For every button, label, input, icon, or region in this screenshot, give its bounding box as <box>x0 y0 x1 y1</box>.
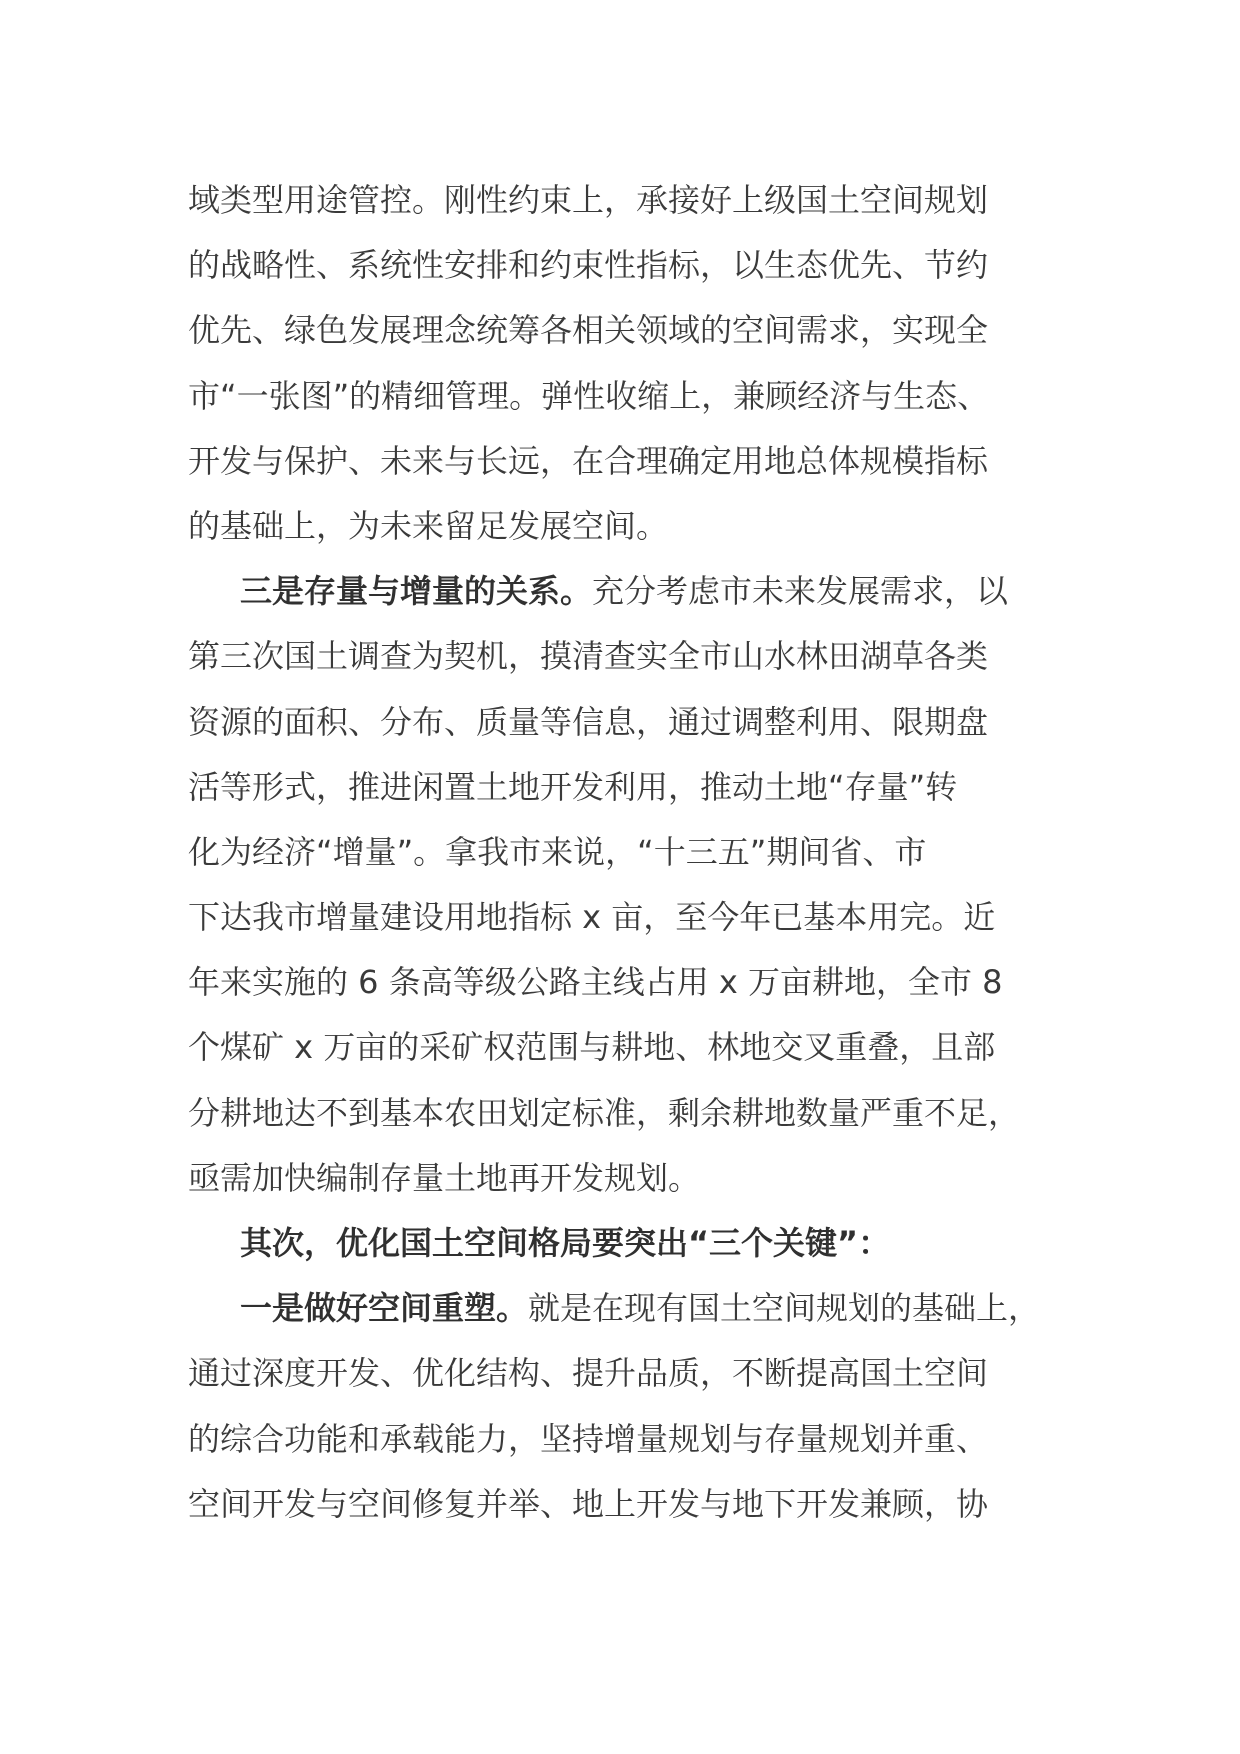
paragraph-heading: 一是做好空间重塑。 <box>240 1289 529 1328</box>
text-line: 资源的面积、分布、质量等信息，通过调整利用、限期盘 <box>188 702 989 741</box>
text-line: 分耕地达不到基本农田划定标准，剩余耕地数量严重不足， <box>188 1093 1021 1132</box>
text-line: 开发与保护、未来与长远，在合理确定用地总体规模指标 <box>188 441 989 480</box>
text-line: 的基础上，为未来留足发展空间。 <box>188 506 669 545</box>
text-line: 空间开发与空间修复并举、地上开发与地下开发兼顾，协 <box>188 1484 989 1523</box>
text-line: 活等形式，推进闲置土地开发利用，推动土地“存量”转 <box>188 767 958 806</box>
text-line: 化为经济“增量”。拿我市来说，“十三五”期间省、市 <box>188 832 927 871</box>
text-line: 亟需加快编制存量土地再开发规划。 <box>188 1158 701 1197</box>
section-heading-line <box>188 1211 1088 1276</box>
paragraph-text: 充分考虑市未来发展需求，以 <box>592 572 1009 611</box>
text-line: 的综合功能和承载能力，坚持增量规划与存量规划并重、 <box>188 1419 989 1458</box>
paragraph-start-line <box>188 559 1088 624</box>
section-heading: 其次，优化国土空间格局要突出“三个关键”： <box>240 1224 891 1262</box>
text-line: 优先、绿色发展理念统筹各相关领域的空间需求，实现全 <box>188 311 989 350</box>
text-line: 域类型用途管控。刚性约束上，承接好上级国土空间规划 <box>188 181 989 219</box>
paragraph-start-line <box>188 1276 1088 1341</box>
body-text <box>188 168 1088 1537</box>
text-line: 通过深度开发、优化结构、提升品质，不断提高国土空间 <box>188 1354 989 1393</box>
paragraph-text: 就是在现有国土空间规划的基础上， <box>528 1289 1041 1328</box>
text-line: 市“一张图”的精细管理。弹性收缩上，兼顾经济与生态、 <box>188 376 990 415</box>
text-line: 的战略性、系统性安排和约束性指标，以生态优先、节约 <box>188 246 989 285</box>
text-line: 下达我市增量建设用地指标 x 亩，至今年已基本用完。近 <box>188 898 996 937</box>
text-line: 个煤矿 x 万亩的采矿权范围与耕地、林地交叉重叠，且部 <box>188 1028 996 1067</box>
paragraph-heading: 三是存量与增量的关系。 <box>240 572 593 611</box>
text-line: 年来实施的 6 条高等级公路主线占用 x 万亩耕地，全市 8 <box>188 963 1003 1002</box>
text-line: 第三次国土调查为契机，摸清查实全市山水林田湖草各类 <box>188 637 989 676</box>
